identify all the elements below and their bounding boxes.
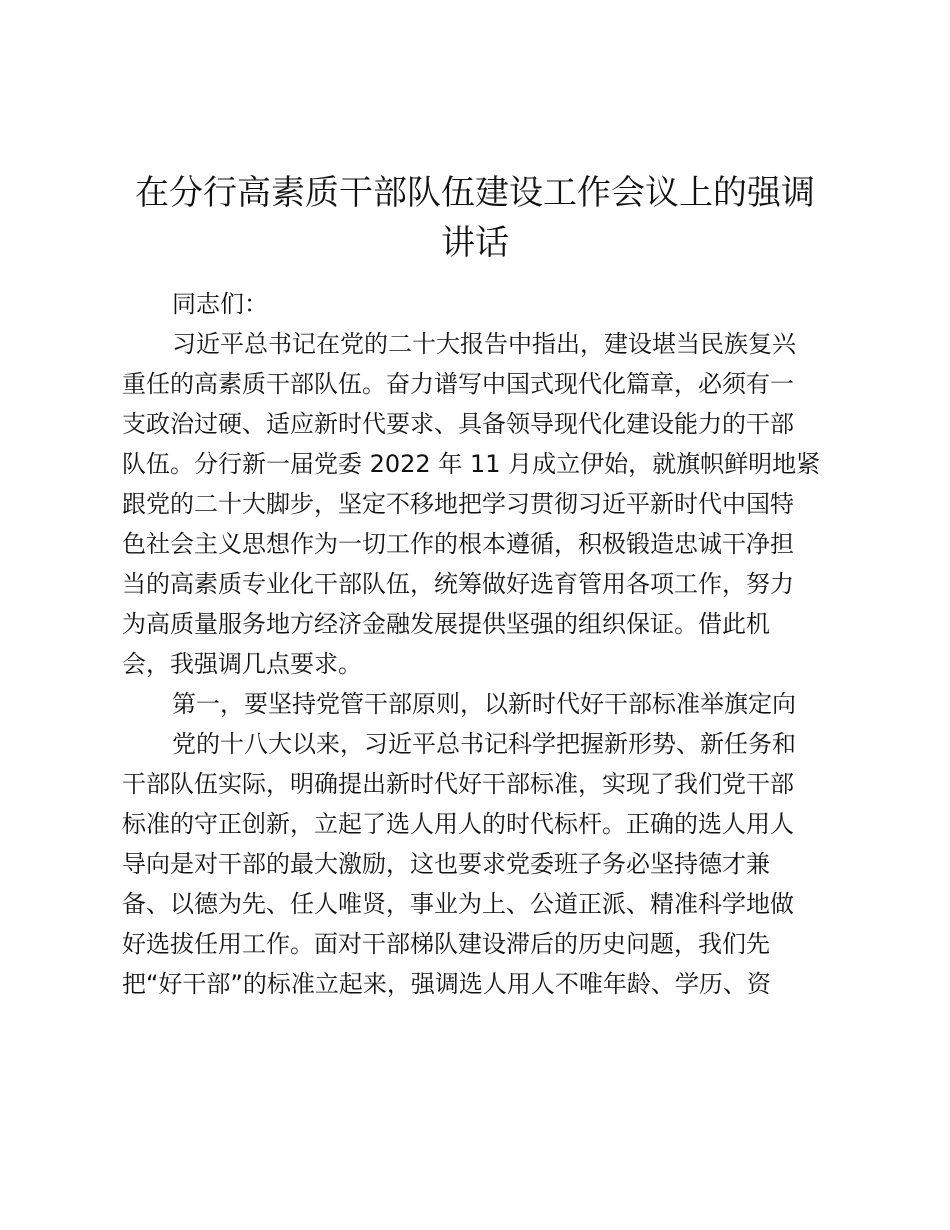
title-line-1: 在分行高素质干部队伍建设工作会议上的强调 <box>135 173 815 213</box>
body-line: 为高质量服务地方经济金融发展提供坚强的组织保证。借此机 <box>122 610 770 638</box>
body-line: 标准的守正创新，立起了选人用人的时代标杆。正确的选人用人 <box>122 810 794 838</box>
section-heading: 第一，要坚持党管干部原则，以新时代好干部标准举旗定向 <box>172 690 796 718</box>
salutation: 同志们： <box>172 290 268 318</box>
title-line-2: 讲话 <box>441 223 509 263</box>
body-line: 跟党的二十大脚步，坚定不移地把学习贯彻习近平新时代中国特 <box>122 490 794 518</box>
body-line: 导向是对干部的最大激励，这也要求党委班子务必坚持德才兼 <box>122 850 770 878</box>
body-line: 当的高素质专业化干部队伍，统筹做好选育管用各项工作，努力 <box>122 570 794 598</box>
body-line: 把“好干部”的标准立起来，强调选人用人不唯年龄、学历、资 <box>122 970 771 998</box>
body-line: 习近平总书记在党的二十大报告中指出，建设堪当民族复兴 <box>172 330 796 358</box>
body-line: 队伍。分行新一届党委 2022 年 11 月成立伊始，就旗帜鲜明地紧 <box>122 450 821 478</box>
body-line: 好选拔任用工作。面对干部梯队建设滞后的历史问题，我们先 <box>122 930 770 958</box>
body-line: 党的十八大以来，习近平总书记科学把握新形势、新任务和 <box>172 730 796 758</box>
body-line: 备、以德为先、任人唯贤，事业为上、公道正派、精准科学地做 <box>122 890 794 918</box>
body-line: 色社会主义思想作为一切工作的根本遵循，积极锻造忠诚干净担 <box>122 530 794 558</box>
document-title <box>120 168 830 268</box>
body-line: 支政治过硬、适应新时代要求、具备领导现代化建设能力的干部 <box>122 410 794 438</box>
body-line: 重任的高素质干部队伍。奋力谱写中国式现代化篇章，必须有一 <box>122 370 794 398</box>
body-line: 会，我强调几点要求。 <box>122 650 362 678</box>
body-line: 干部队伍实际，明确提出新时代好干部标准，实现了我们党干部 <box>122 770 794 798</box>
document-body <box>122 284 838 1004</box>
